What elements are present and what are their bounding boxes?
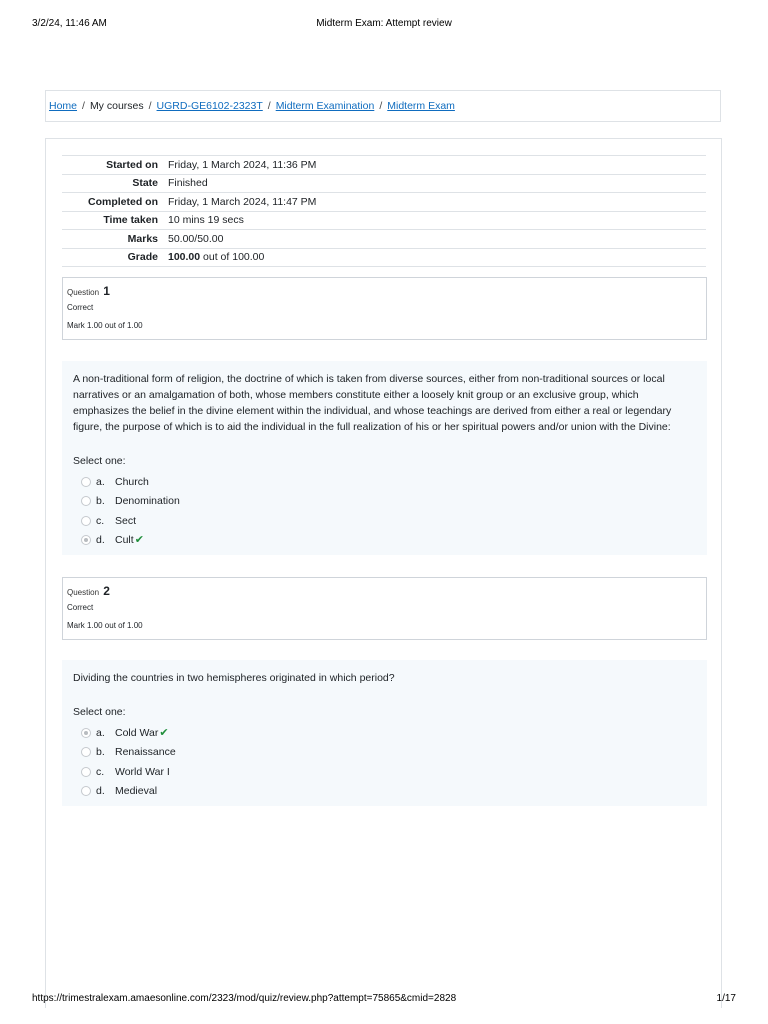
question-text: Dividing the countries in two hemispheres originated in which period?	[73, 672, 395, 684]
select-one-prompt: Select one:	[73, 455, 126, 467]
answer-option-a[interactable]	[73, 723, 696, 743]
summary-value	[164, 248, 706, 267]
print-url: https://trimestralexam.amaesonline.com/2323/mod/quiz/review.php?attempt=75865&cmid=2828	[32, 993, 457, 1004]
summary-row-started	[62, 156, 706, 175]
summary-row-time-taken	[62, 211, 706, 230]
answer-option-b[interactable]	[73, 743, 696, 763]
option-text: Sect	[115, 514, 137, 527]
breadcrumb-section-link[interactable]: Midterm Examination	[275, 100, 375, 112]
radio-button-selected[interactable]	[81, 535, 91, 545]
option-letter: c.	[96, 514, 105, 527]
question-state: Correct	[67, 603, 94, 612]
summary-label: Started on	[106, 158, 158, 171]
question-state: Correct	[67, 303, 94, 312]
question-mark: Mark 1.00 out of 1.00	[67, 321, 143, 330]
option-letter: b.	[96, 746, 105, 759]
option-letter: d.	[96, 785, 105, 798]
summary-row-completed	[62, 193, 706, 212]
grade-score: 100.00	[168, 251, 201, 264]
question-number: 2	[103, 584, 110, 598]
print-page-number: 1/17	[716, 993, 736, 1004]
print-page-title: Midterm Exam: Attempt review	[316, 18, 452, 29]
summary-row-state	[62, 174, 706, 193]
answer-option-c[interactable]	[73, 762, 696, 782]
option-text: World War I	[115, 765, 170, 778]
option-letter: b.	[96, 495, 105, 508]
attempt-summary-table	[62, 155, 706, 267]
question-content-2	[62, 660, 707, 806]
answer-list	[73, 723, 696, 801]
breadcrumb-activity-link[interactable]: Midterm Exam	[387, 100, 455, 112]
summary-label: Grade	[127, 251, 158, 264]
summary-label: Time taken	[103, 214, 158, 227]
radio-button[interactable]	[81, 747, 91, 757]
option-letter: a.	[96, 726, 105, 739]
summary-value: 10 mins 19 secs	[168, 214, 244, 227]
question-text: A non-traditional form of religion, the doctrine of which is taken from diverse sources, either from non-traditional sources or local narratives or an amalgamation of both, whose members constitute either a loosely knit group or an exclusive group, which emphasizes the belief in the divine element within the individual, and whose teachings are derived from either a real or legendary figure, the purpose of which is to aid the individual in the full realization of his or her spiritual powers and/or union with the Divine:	[73, 373, 672, 433]
answer-option-b[interactable]	[73, 492, 696, 512]
breadcrumb: Home / My courses / UGRD-GE6102-2323T / Midterm Examination / Midterm Exam	[45, 90, 721, 122]
summary-label: State	[132, 177, 158, 190]
question-label: Question	[67, 288, 100, 297]
answer-option-d[interactable]	[73, 782, 696, 802]
answer-option-a[interactable]	[73, 472, 696, 492]
select-one-prompt: Select one:	[73, 706, 126, 718]
summary-value: 50.00/50.00	[168, 232, 224, 245]
summary-value: Friday, 1 March 2024, 11:47 PM	[168, 195, 317, 208]
question-info-1	[62, 277, 707, 340]
grade-out-of: out of 100.00	[200, 251, 265, 264]
main-region	[45, 138, 722, 1008]
print-header	[32, 18, 736, 32]
option-letter: a.	[96, 475, 105, 488]
radio-button[interactable]	[81, 516, 91, 526]
print-date: 3/2/24, 11:46 AM	[32, 18, 107, 29]
summary-label: Completed on	[88, 195, 158, 208]
breadcrumb-course-link[interactable]: UGRD-GE6102-2323T	[156, 100, 263, 112]
option-text: Cult	[115, 534, 134, 547]
option-letter: c.	[96, 765, 105, 778]
answer-option-c[interactable]	[73, 511, 696, 531]
summary-label: Marks	[127, 232, 158, 245]
radio-button[interactable]	[81, 496, 91, 506]
radio-button[interactable]	[81, 786, 91, 796]
radio-button[interactable]	[81, 477, 91, 487]
correct-check-icon: ✔	[159, 726, 169, 739]
question-mark: Mark 1.00 out of 1.00	[67, 621, 143, 630]
option-text: Church	[115, 475, 149, 488]
answer-option-d[interactable]	[73, 531, 696, 551]
correct-check-icon: ✔	[134, 534, 144, 547]
radio-button-selected[interactable]	[81, 728, 91, 738]
option-text: Cold War	[115, 726, 159, 739]
answer-list	[73, 472, 696, 550]
question-info-2	[62, 577, 707, 640]
breadcrumb-my-courses: My courses	[89, 100, 144, 112]
radio-button[interactable]	[81, 767, 91, 777]
option-text: Medieval	[115, 785, 158, 798]
summary-value: Finished	[168, 177, 208, 190]
option-text: Renaissance	[115, 746, 176, 759]
question-content-1	[62, 361, 707, 555]
summary-row-marks	[62, 230, 706, 249]
option-letter: d.	[96, 534, 105, 547]
question-number: 1	[103, 284, 110, 298]
breadcrumb-home-link[interactable]: Home	[49, 100, 78, 112]
option-text: Denomination	[115, 495, 180, 508]
question-label: Question	[67, 588, 100, 597]
summary-value: Friday, 1 March 2024, 11:36 PM	[168, 158, 317, 171]
summary-row-grade	[62, 248, 706, 267]
